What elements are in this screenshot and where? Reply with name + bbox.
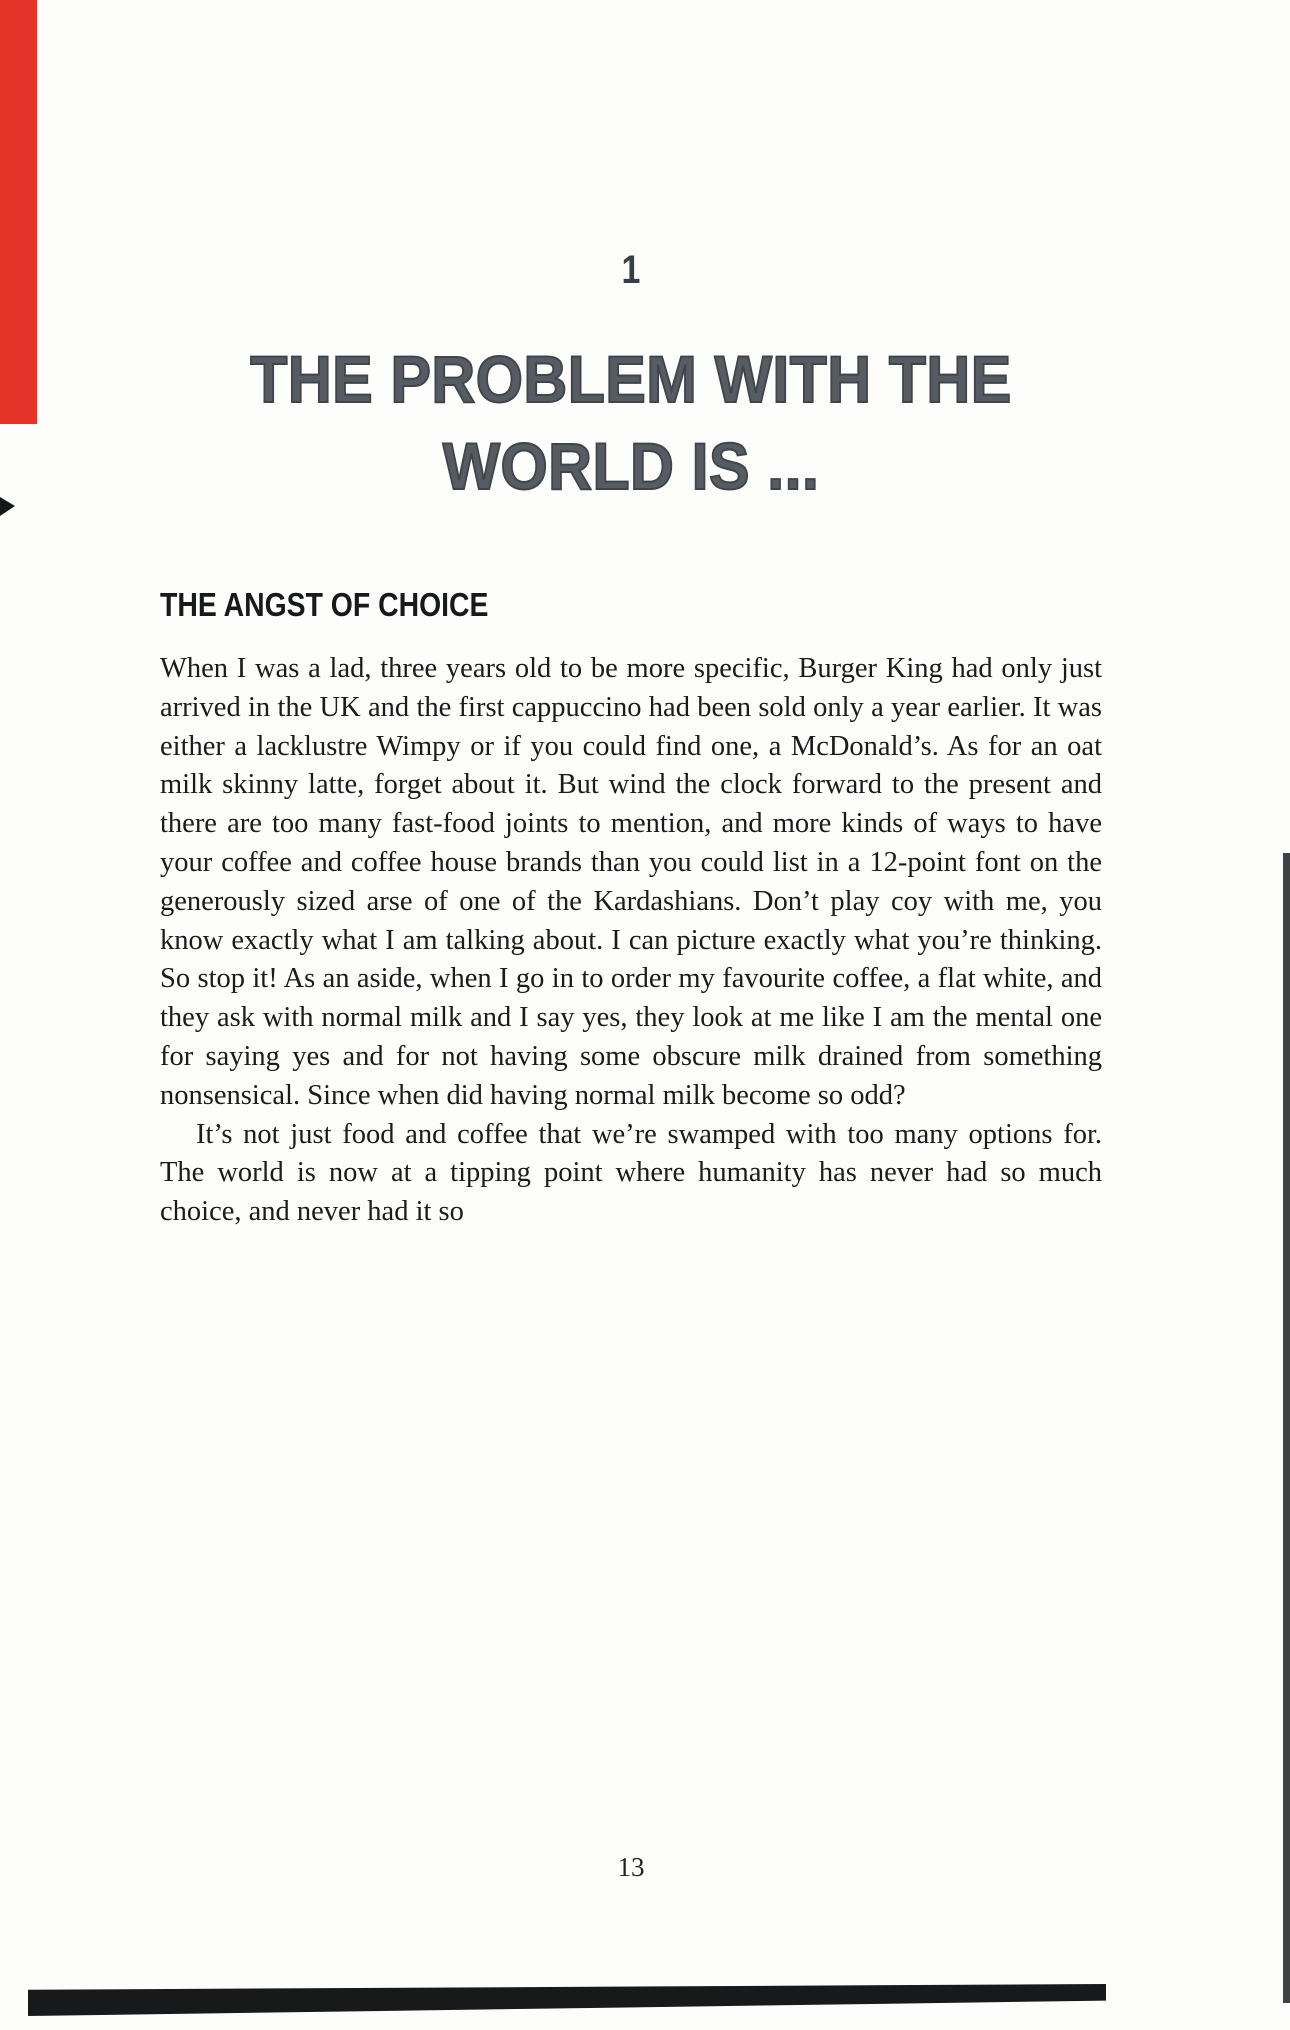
page-title-line2: WORLD IS ... bbox=[442, 429, 820, 503]
right-page-edge bbox=[1283, 853, 1290, 2003]
paragraph: It’s not just food and coffee that we’re swamped with too many options for. The world is now at a tipping point where humanity has never had so much choice, and never had it so bbox=[160, 1118, 1102, 1228]
paragraph: When I was a lad, three years old to be more specific, Burger King had only just arrived in the UK and the first cappuccino had been sold only a year earlier. It was either a lacklustre Wimpy or if you could find one, a McDonald’s. As for an oat milk skinny latte, forget about it. But wind the clock forward to the present and there are too many fast-food joints to mention, and more kinds of ways to have your coffee and coffee house brands than you could list in a 12-point font on the generously sized arse of one of the Kardashians. Don’t play coy with me, you know exactly what I am talking about. I can picture exactly what you’re thinking. So stop it! As an aside, when I go in to order my favourite coffee, a flat white, and they ask with normal milk and I say yes, they look at me like I am the mental one for saying yes and for not having some obscure milk drained from something nonsensical. Since when did having normal milk become so odd? bbox=[160, 653, 1102, 1111]
section-heading: THE ANGST OF CHOICE bbox=[160, 586, 489, 623]
page-content bbox=[160, 0, 1102, 2030]
chapter-number: 1 bbox=[621, 248, 641, 292]
red-cover-edge bbox=[0, 0, 37, 424]
page-number: 13 bbox=[617, 1852, 645, 1882]
body-text bbox=[160, 650, 1102, 1232]
page-title-line1: THE PROBLEM WITH THE bbox=[250, 342, 1012, 416]
left-page-notch bbox=[0, 497, 15, 516]
page-title bbox=[198, 336, 1065, 510]
